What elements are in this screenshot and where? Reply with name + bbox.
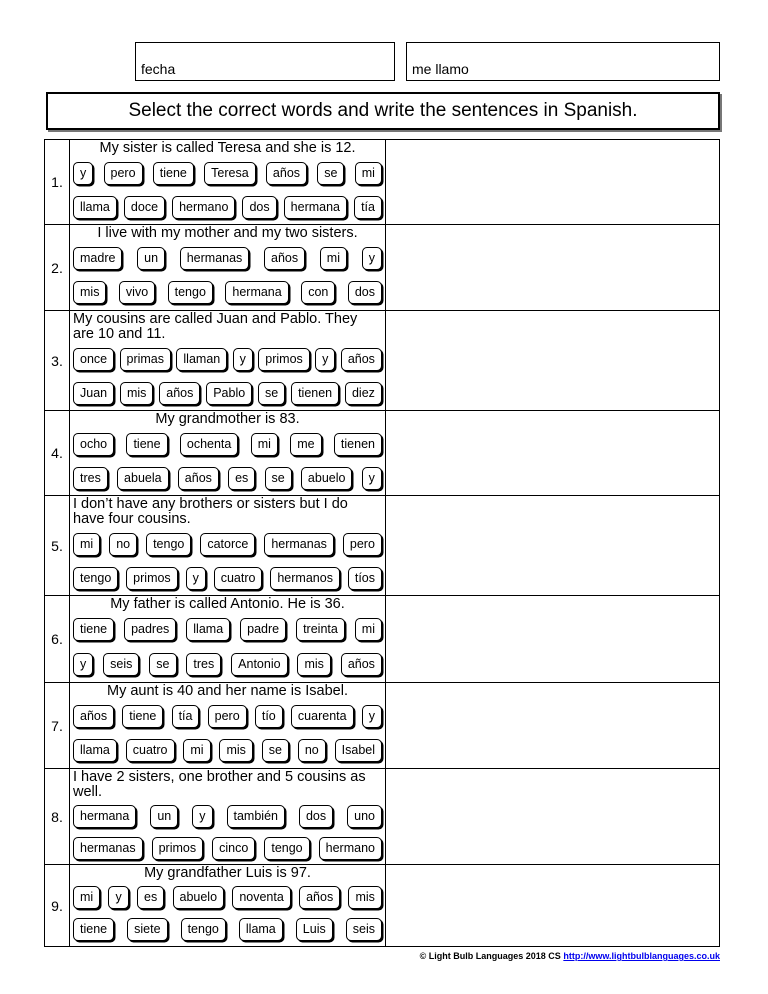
word-tile[interactable]: años <box>264 247 305 270</box>
word-tile[interactable]: es <box>228 467 255 490</box>
word-tile[interactable]: se <box>265 467 292 490</box>
word-tile[interactable]: tiene <box>122 705 163 728</box>
word-tile[interactable]: once <box>73 348 114 371</box>
instruction-box: Select the correct words and write the sentences in Spanish. <box>46 92 720 130</box>
tile-line <box>73 739 382 762</box>
word-tile[interactable]: no <box>298 739 326 762</box>
task-cell <box>70 683 386 768</box>
date-label: fecha <box>141 61 176 77</box>
english-sentence: My father is called Antonio. He is 36. <box>110 596 345 612</box>
word-tile[interactable]: tengo <box>264 837 309 860</box>
word-tile[interactable]: mis <box>120 382 153 405</box>
word-tile[interactable]: primos <box>126 567 178 590</box>
word-tile[interactable]: hermanas <box>73 837 143 860</box>
word-tile[interactable]: tía <box>172 705 200 728</box>
copyright-text: © Light Bulb Languages 2018 CS <box>419 951 561 961</box>
tile-line <box>73 196 382 219</box>
word-tile[interactable]: me <box>290 433 321 456</box>
word-tile[interactable]: mi <box>320 247 347 270</box>
english-sentence: My cousins are called Juan and Pablo. They are 10 and 11. <box>73 311 358 342</box>
word-tile[interactable]: años <box>299 886 340 909</box>
word-tile[interactable]: mi <box>251 433 278 456</box>
tile-line <box>73 247 382 270</box>
word-tile[interactable]: y <box>362 247 382 270</box>
word-tile[interactable]: padres <box>124 618 176 641</box>
row-number: 4. <box>45 411 70 495</box>
word-tile[interactable]: se <box>262 739 289 762</box>
word-tile[interactable]: mi <box>73 886 100 909</box>
word-tile[interactable]: llaman <box>176 348 227 371</box>
word-tile[interactable]: primos <box>152 837 204 860</box>
task-cell <box>70 311 386 410</box>
word-tile[interactable]: noventa <box>232 886 290 909</box>
word-tile[interactable]: llama <box>73 196 117 219</box>
word-tile[interactable]: pero <box>104 162 143 185</box>
exercise-row <box>45 865 719 947</box>
word-tile[interactable]: tengo <box>168 281 213 304</box>
word-tile[interactable]: tiene <box>73 918 114 941</box>
word-tile[interactable]: uno <box>347 805 382 828</box>
row-number: 2. <box>45 225 70 310</box>
word-tile[interactable]: mi <box>183 739 210 762</box>
word-tile[interactable]: y <box>362 467 382 490</box>
word-tile[interactable]: y <box>362 705 382 728</box>
tile-line <box>73 653 382 676</box>
word-tile[interactable]: tienen <box>334 433 382 456</box>
word-tile[interactable]: mi <box>355 162 382 185</box>
tile-line <box>73 837 382 860</box>
word-tile[interactable]: cinco <box>212 837 255 860</box>
word-tile[interactable]: tíos <box>348 567 382 590</box>
word-tile[interactable]: hermana <box>73 805 136 828</box>
word-tile[interactable]: treinta <box>296 618 345 641</box>
word-tiles <box>73 699 382 768</box>
english-sentence: My grandfather Luis is 97. <box>144 865 311 881</box>
word-tile[interactable]: tengo <box>73 567 118 590</box>
word-tile[interactable]: y <box>108 886 128 909</box>
answer-cell[interactable] <box>386 496 719 595</box>
word-tile[interactable]: tiene <box>153 162 194 185</box>
word-tiles <box>73 241 382 310</box>
word-tile[interactable]: cuarenta <box>291 705 354 728</box>
english-sentence: My grandmother is 83. <box>155 411 300 427</box>
word-tile[interactable]: Luis <box>296 918 333 941</box>
task-cell <box>70 140 386 224</box>
word-tile[interactable]: tía <box>354 196 382 219</box>
word-tile[interactable]: dos <box>348 281 382 304</box>
footer-link[interactable]: http://www.lightbulblanguages.co.uk <box>563 951 720 961</box>
word-tile[interactable]: años <box>341 348 382 371</box>
tile-line <box>73 533 382 556</box>
word-tile[interactable]: con <box>301 281 335 304</box>
row-number: 8. <box>45 769 70 864</box>
word-tile[interactable]: padre <box>240 618 286 641</box>
answer-cell[interactable] <box>386 683 719 768</box>
tile-line <box>73 886 382 909</box>
english-sentence: I live with my mother and my two sisters. <box>97 225 358 241</box>
word-tile[interactable]: seis <box>346 918 382 941</box>
tile-line <box>73 618 382 641</box>
word-tile[interactable]: tienen <box>291 382 339 405</box>
word-tile[interactable]: ochenta <box>180 433 238 456</box>
word-tiles <box>73 427 382 495</box>
word-tile[interactable]: Pablo <box>206 382 252 405</box>
english-sentence: I have 2 sisters, one brother and 5 cousins as well. <box>73 769 366 800</box>
word-tile[interactable]: hermano <box>172 196 235 219</box>
word-tile[interactable]: hermana <box>225 281 288 304</box>
tile-line <box>73 433 382 456</box>
date-field[interactable] <box>135 42 395 81</box>
word-tile[interactable]: mis <box>219 739 252 762</box>
word-tile[interactable]: tío <box>255 705 283 728</box>
row-number: 1. <box>45 140 70 224</box>
tile-line <box>73 467 382 490</box>
exercise-row <box>45 496 719 596</box>
word-tiles <box>73 881 382 946</box>
exercise-table <box>44 139 720 947</box>
word-tile[interactable]: hermanos <box>270 567 340 590</box>
word-tile[interactable]: y <box>73 653 93 676</box>
word-tile[interactable]: y <box>73 162 93 185</box>
row-number: 7. <box>45 683 70 768</box>
exercise-row <box>45 596 719 683</box>
word-tile[interactable]: es <box>137 886 164 909</box>
word-tile[interactable]: Isabel <box>335 739 382 762</box>
tile-line <box>73 567 382 590</box>
word-tile[interactable]: catorce <box>200 533 255 556</box>
word-tile[interactable]: primos <box>258 348 310 371</box>
task-cell <box>70 411 386 495</box>
word-tile[interactable]: abuelo <box>301 467 353 490</box>
english-sentence: I don’t have any brothers or sisters but I do have four cousins. <box>73 496 348 527</box>
word-tile[interactable]: cuatro <box>126 739 175 762</box>
word-tile[interactable]: mi <box>355 618 382 641</box>
exercise-row <box>45 225 719 311</box>
word-tile[interactable]: y <box>192 805 212 828</box>
word-tile[interactable]: llama <box>186 618 230 641</box>
tile-line <box>73 348 382 371</box>
word-tile[interactable]: cuatro <box>214 567 263 590</box>
word-tile[interactable]: años <box>159 382 200 405</box>
word-tile[interactable]: se <box>258 382 285 405</box>
exercise-row <box>45 683 719 769</box>
task-cell <box>70 496 386 595</box>
word-tile[interactable]: años <box>266 162 307 185</box>
word-tile[interactable]: ocho <box>73 433 114 456</box>
row-number: 9. <box>45 865 70 946</box>
word-tile[interactable]: tiene <box>73 618 114 641</box>
word-tile[interactable]: madre <box>73 247 122 270</box>
tile-line <box>73 162 382 185</box>
word-tile[interactable]: mi <box>73 533 100 556</box>
answer-cell[interactable] <box>386 411 719 495</box>
word-tile[interactable]: siete <box>127 918 167 941</box>
task-cell <box>70 865 386 946</box>
word-tiles <box>73 342 382 410</box>
answer-cell[interactable] <box>386 865 719 946</box>
footer <box>420 951 720 961</box>
word-tile[interactable]: tres <box>186 653 221 676</box>
word-tile[interactable]: un <box>137 247 165 270</box>
exercise-row <box>45 411 719 496</box>
word-tile[interactable]: seis <box>103 653 139 676</box>
word-tile[interactable]: hermanas <box>264 533 334 556</box>
row-number: 3. <box>45 311 70 410</box>
tile-line <box>73 918 382 941</box>
word-tile[interactable]: un <box>150 805 178 828</box>
name-field[interactable] <box>406 42 720 81</box>
word-tile[interactable]: Antonio <box>231 653 287 676</box>
task-cell <box>70 769 386 864</box>
word-tile[interactable]: tres <box>73 467 108 490</box>
word-tiles <box>73 156 382 224</box>
word-tile[interactable]: se <box>149 653 176 676</box>
exercise-row <box>45 311 719 411</box>
word-tiles <box>73 800 382 864</box>
exercise-row <box>45 769 719 865</box>
row-number: 5. <box>45 496 70 595</box>
english-sentence: My aunt is 40 and her name is Isabel. <box>107 683 348 699</box>
word-tile[interactable]: hermano <box>319 837 382 860</box>
word-tile[interactable]: llama <box>239 918 283 941</box>
word-tile[interactable]: años <box>341 653 382 676</box>
word-tile[interactable]: dos <box>242 196 276 219</box>
word-tile[interactable]: no <box>109 533 137 556</box>
word-tile[interactable]: dos <box>299 805 333 828</box>
word-tile[interactable]: tiene <box>126 433 167 456</box>
english-sentence: My sister is called Teresa and she is 12. <box>99 140 356 156</box>
answer-cell[interactable] <box>386 769 719 864</box>
tile-line <box>73 382 382 405</box>
word-tile[interactable]: mis <box>73 281 106 304</box>
word-tile[interactable]: vivo <box>119 281 155 304</box>
word-tile[interactable]: llama <box>73 739 117 762</box>
task-cell <box>70 225 386 310</box>
word-tile[interactable]: años <box>73 705 114 728</box>
word-tile[interactable]: mis <box>297 653 330 676</box>
answer-cell[interactable] <box>386 225 719 310</box>
word-tile[interactable]: hermanas <box>180 247 250 270</box>
name-label: me llamo <box>412 61 469 77</box>
word-tile[interactable]: primas <box>120 348 172 371</box>
tile-line <box>73 705 382 728</box>
word-tile[interactable]: también <box>227 805 285 828</box>
word-tile[interactable]: doce <box>124 196 165 219</box>
word-tile[interactable]: y <box>186 567 206 590</box>
word-tile[interactable]: pero <box>208 705 247 728</box>
word-tile[interactable]: hermana <box>284 196 347 219</box>
word-tile[interactable]: tengo <box>181 918 226 941</box>
word-tile[interactable]: y <box>315 348 335 371</box>
word-tile[interactable]: abuelo <box>173 886 225 909</box>
word-tiles <box>73 612 382 682</box>
word-tile[interactable]: años <box>178 467 219 490</box>
word-tile[interactable]: abuela <box>117 467 169 490</box>
word-tile[interactable]: tengo <box>146 533 191 556</box>
exercise-row <box>45 140 719 225</box>
task-cell <box>70 596 386 682</box>
tile-line <box>73 281 382 304</box>
word-tiles <box>73 527 382 595</box>
tile-line <box>73 805 382 828</box>
word-tile[interactable]: y <box>233 348 253 371</box>
word-tile[interactable]: Teresa <box>204 162 256 185</box>
answer-cell[interactable] <box>386 596 719 682</box>
answer-cell[interactable] <box>386 311 719 410</box>
word-tile[interactable]: diez <box>345 382 382 405</box>
answer-cell[interactable] <box>386 140 719 224</box>
word-tile[interactable]: mis <box>348 886 381 909</box>
word-tile[interactable]: Juan <box>73 382 114 405</box>
word-tile[interactable]: pero <box>343 533 382 556</box>
row-number: 6. <box>45 596 70 682</box>
word-tile[interactable]: se <box>317 162 344 185</box>
